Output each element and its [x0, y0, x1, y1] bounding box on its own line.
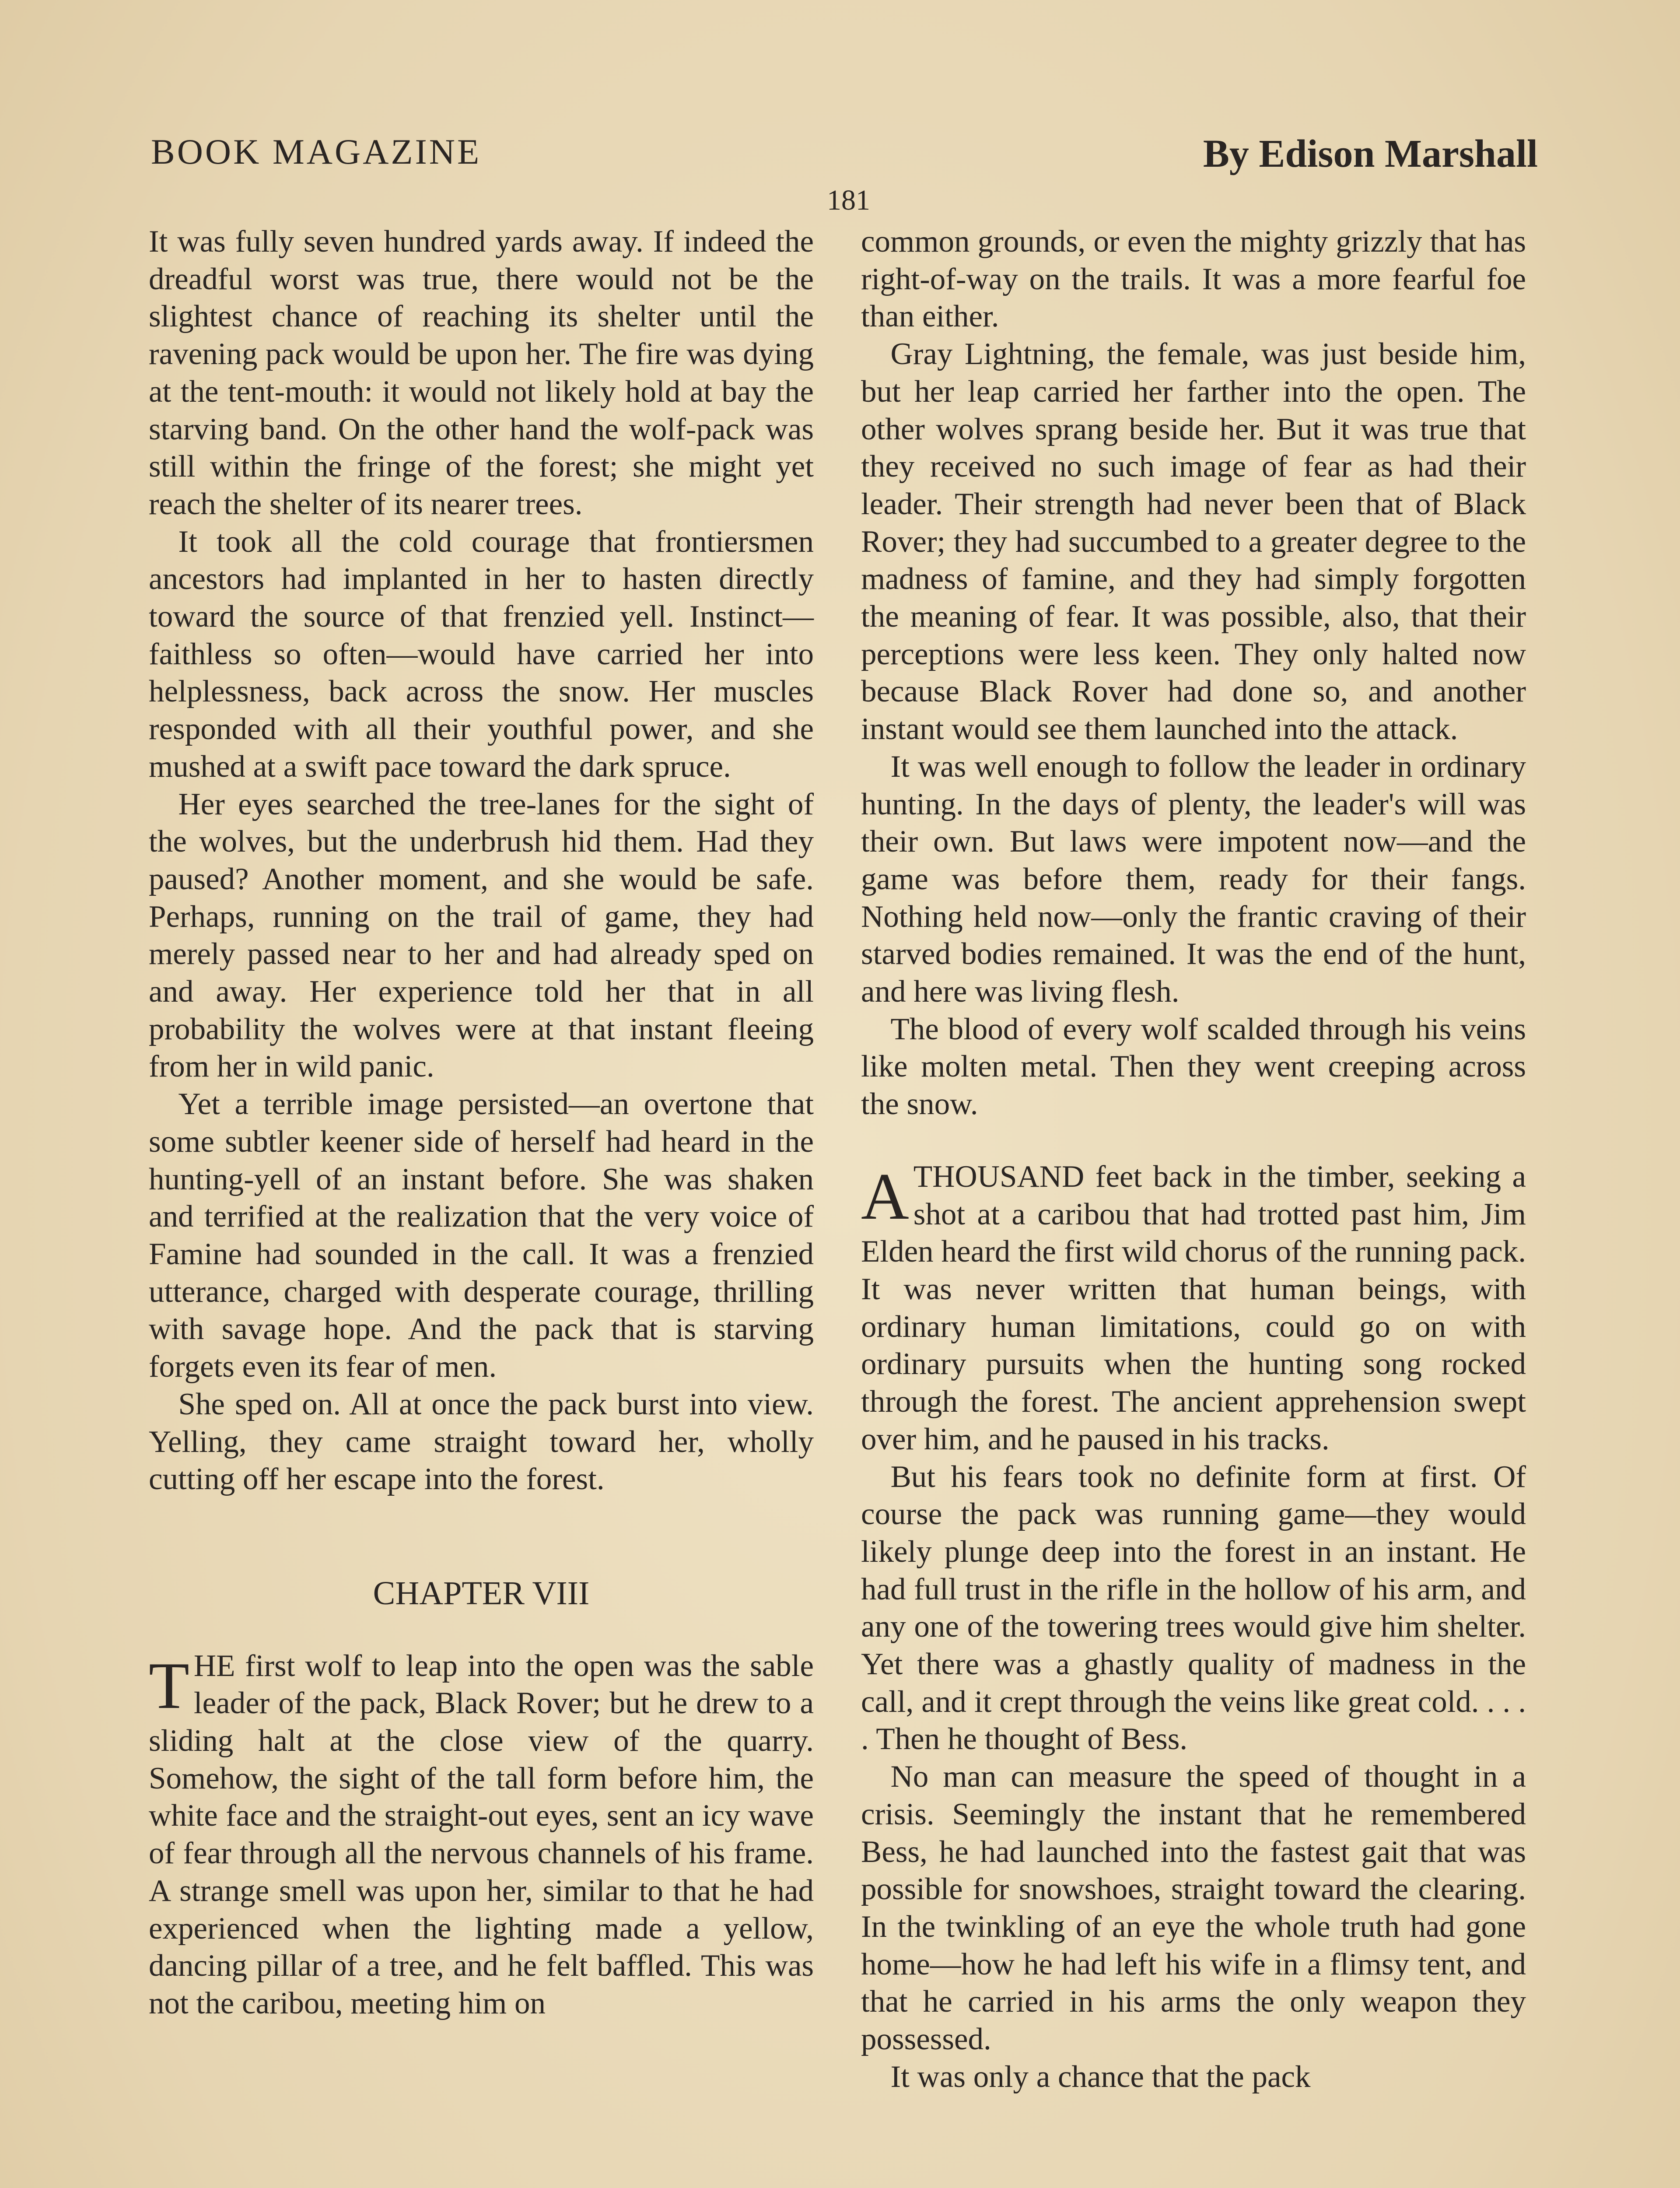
- running-header: [151, 131, 1538, 184]
- paragraph: The blood of every wolf scalded through his veins like molten metal. Then they went creeping across the snow.: [861, 1012, 1526, 1122]
- paragraph: Yet a terrible image persisted—an overtone that some subtler keener side of herself had heard in the hunting-yell of an instant before. She was shaken and terrified at the realization that the very voice of Famine had sounded in the call. It was a frenzied utterance, charged with desperate courage, thrilling with savage hope. And the pack that is starving forgets even its fear of men.: [149, 1087, 814, 1384]
- paragraph: It was fully seven hundred yards away. If indeed the dreadful worst was true, there would not be the slightest chance of reaching its shelter until the ravening pack would be upon her. The fire was dying at the tent-mouth: it would not likely hold at bay the starving band. On the other hand the wolf-pack was still within the fringe of the forest; she might yet reach the shelter of its nearer trees.: [149, 224, 814, 521]
- page-number: 181: [827, 184, 870, 216]
- paragraph: common grounds, or even the mighty grizzly that has right-of-way on the trails. It was a more fearful foe than either.: [861, 224, 1526, 334]
- section-break: [861, 1123, 1526, 1158]
- paragraph: Her eyes searched the tree-lanes for the sight of the wolves, but the underbrush hid them. Had they paused? Another moment, and she would be safe. Perhaps, running on the trail of game, they had merely passed near to her and had already sped on and away. Her experience told her that in all probability the wolves were at that instant fleeing from her in wild panic.: [149, 787, 814, 1084]
- paragraph: No man can measure the speed of thought in a crisis. Seemingly the instant that he remembered Bess, he had launched into the fastest gait that was possible for snowshoes, straight toward the clearing. In the twinkling of an eye the whole truth had gone home—how he had left his wife in a flimsy tent, and that he carried in his arms the only weapon they possessed.: [861, 1760, 1526, 2057]
- drop-cap: T: [149, 1648, 189, 1722]
- paragraph-text: THOUSAND feet back in the timber, seeking a shot at a caribou that had trotted past him, Jim Elden heard the first wild chorus of the running pack. It was never written that human beings, with ordinary human limitations, could go on with ordinary pursuits when the hunting song rocked through the forest. The ancient apprehension swept over him, and he paused in his tracks.: [861, 1159, 1526, 1456]
- magazine-title: BOOK MAGAZINE: [151, 132, 482, 172]
- paragraph-text: HE first wolf to leap into the open was the sable leader of the pack, Black Rover; but he drew to a sliding halt at the close view of the quarry. Somehow, the sight of the tall form before him, the white face and the straight-out eyes, sent an icy wave of fear through all the nervous channels of his frame. A strange smell was upon her, similar to that he had experienced when the lighting made a yellow, dancing pillar of a tree, and he felt baffled. This was not the caribou, meeting him on: [149, 1648, 814, 2020]
- paragraph: But his fears took no definite form at first. Of course the pack was running game—they would likely plunge deep into the forest in an instant. He had full trust in the rifle in the hollow of his arm, and any one of the towering trees would give him shelter. Yet there was a ghastly quality of madness in the call, and it crept through the veins like great cold. . . . . Then he thought of Bess.: [861, 1459, 1526, 1757]
- author-byline: By Edison Marshall: [1203, 132, 1538, 175]
- section-opening-paragraph: [861, 1158, 1526, 1459]
- chapter-heading: CHAPTER VIII: [373, 1574, 590, 1612]
- chapter-opening-paragraph: [149, 1648, 814, 2023]
- drop-cap: A: [861, 1159, 909, 1233]
- paragraph: Gray Lightning, the female, was just beside him, but her leap carried her farther into the open. The other wolves sprang beside her. But it was true that they received no such image of fear as had their leader. Their strength had never been that of Black Rover; they had succumbed to a greater degree to the madness of famine, and they had simply forgotten the meaning of fear. It was possible, also, that their perceptions were less keen. They only halted now because Black Rover had done so, and another instant would see them launched into the attack.: [861, 337, 1526, 747]
- paragraph: It was well enough to follow the leader in ordinary hunting. In the days of plenty, the leader's will was their own. But laws were impotent now—and the game was before them, ready for their fangs. Nothing held now—only the frantic craving of their starved bodies remained. It was the end of the hunt, and here was living flesh.: [861, 749, 1526, 1009]
- paragraph: It took all the cold courage that frontiersmen ancestors had implanted in her to hasten directly toward the source of that frenzied yell. Instinct—faithless so often—would have carried her into helplessness, back across the snow. Her muscles responded with all their youthful power, and she mushed at a swift pace toward the dark spruce.: [149, 524, 814, 784]
- paragraph: It was only a chance that the pack: [890, 2059, 1311, 2094]
- left-column: [149, 223, 814, 2023]
- paragraph: She sped on. All at once the pack burst into view. Yelling, they came straight toward her, wholly cutting off her escape into the forest.: [149, 1387, 814, 1497]
- right-column: [861, 223, 1526, 2096]
